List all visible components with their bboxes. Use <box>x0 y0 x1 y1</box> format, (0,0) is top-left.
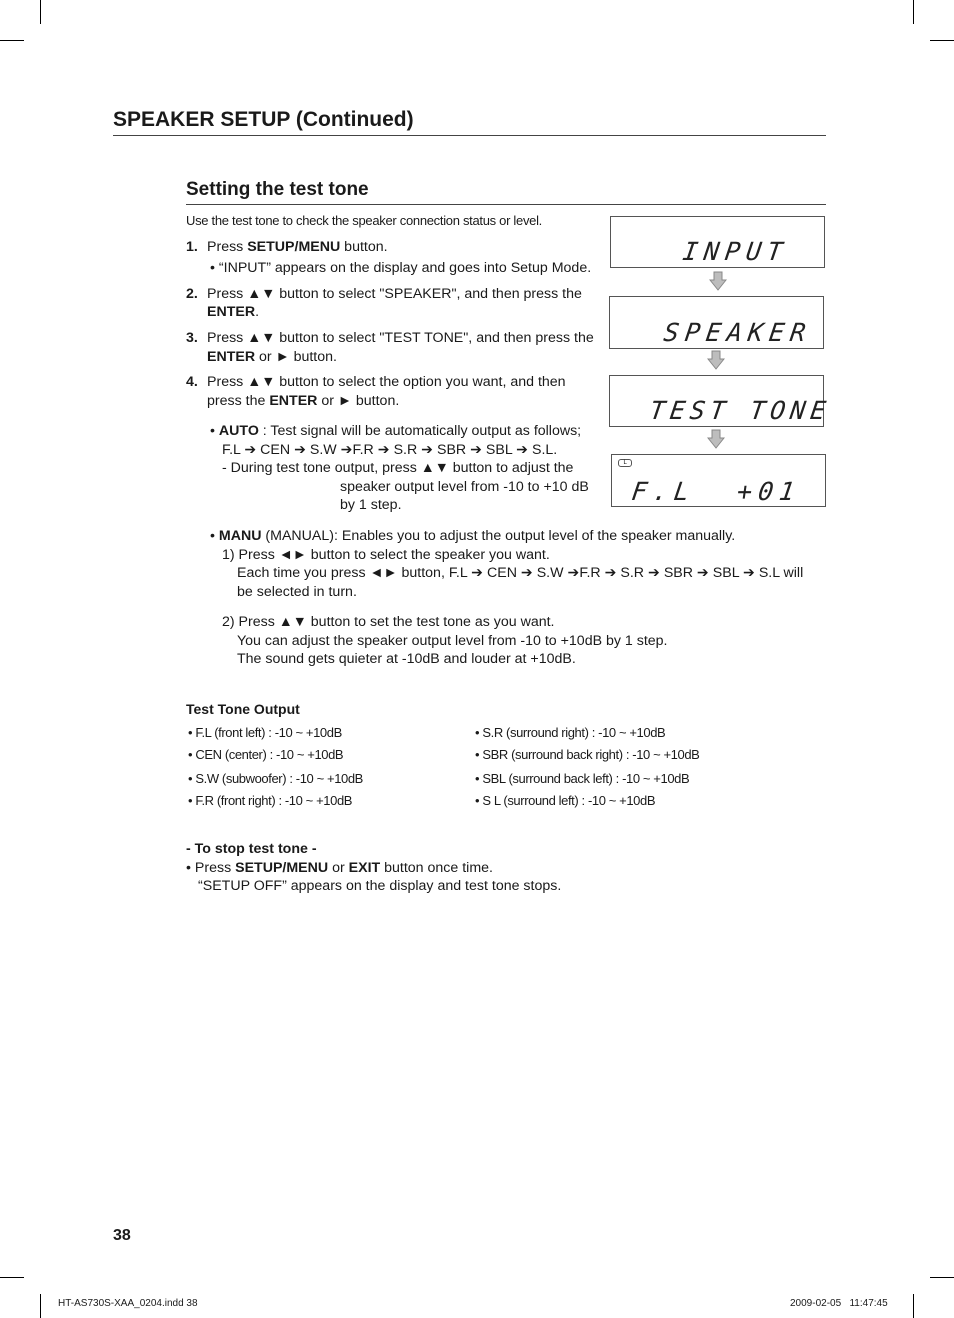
test-tone-output-title: Test Tone Output <box>186 701 300 717</box>
list-item: • F.L (front left) : -10 ~ +10dB <box>188 725 342 740</box>
down-arrow-icon <box>707 429 725 449</box>
list-item: • CEN (center) : -10 ~ +10dB <box>188 747 344 762</box>
intro-text: Use the test tone to check the speaker connection status or level. <box>186 213 542 228</box>
manu-step-1-text: be selected in turn. <box>237 584 357 600</box>
step-2-text: Press ▲▼ button to select "SPEAKER", and then press the <box>207 286 582 302</box>
crop-mark <box>913 0 914 24</box>
auto-note: - During test tone output, press ▲▼ button to adjust the <box>222 460 574 476</box>
list-item: • SBR (surround back right) : -10 ~ +10dB <box>475 747 700 762</box>
lcd-text: F.L +01 <box>629 477 803 506</box>
manu-step-2-text: The sound gets quieter at -10dB and louder at +10dB. <box>237 651 576 667</box>
section-divider <box>186 204 826 205</box>
page-number: 38 <box>113 1227 131 1244</box>
manu-step-1: 1) Press ◄► button to select the speaker you want. <box>222 547 550 563</box>
crop-mark <box>930 1277 954 1278</box>
step-1-bullet: • “INPUT” appears on the display and goes into Setup Mode. <box>210 260 592 276</box>
step-number: 4. <box>186 374 198 390</box>
crop-mark <box>0 40 24 41</box>
lcd-display-level <box>611 454 826 507</box>
step-3-text-cont: ENTER or ► button. <box>207 349 337 365</box>
stop-title: - To stop test tone - <box>186 841 317 857</box>
step-2-text-cont: ENTER. <box>207 304 260 320</box>
page-title: SPEAKER SETUP (Continued) <box>113 108 414 131</box>
lcd-text: INPUT <box>680 237 791 266</box>
list-item: • S L (surround left) : -10 ~ +10dB <box>475 793 656 808</box>
lcd-display-input <box>610 216 825 268</box>
step-4-text-cont: press the ENTER or ► button. <box>207 393 400 409</box>
crop-mark <box>40 0 41 24</box>
lcd-display-speaker <box>609 296 824 349</box>
crop-mark <box>40 1294 41 1318</box>
auto-description: • AUTO : Test signal will be automatically output as follows; <box>210 423 582 439</box>
lcd-text: TEST TONE <box>647 396 833 425</box>
step-number: 1. <box>186 239 198 255</box>
auto-sequence: F.L ➔ CEN ➔ S.W ➔F.R ➔ S.R ➔ SBR ➔ SBL ➔ S.L. <box>222 442 558 458</box>
crop-mark <box>913 1294 914 1318</box>
title-divider <box>113 135 826 136</box>
auto-note-cont: by 1 step. <box>340 497 402 513</box>
step-3-text: Press ▲▼ button to select "TEST TONE", and then press the <box>207 330 594 346</box>
down-arrow-icon <box>707 350 725 370</box>
step-number: 2. <box>186 286 198 302</box>
manu-step-2-text: You can adjust the speaker output level from -10 to +10dB by 1 step. <box>237 633 668 649</box>
speaker-indicator-icon: L <box>618 459 632 467</box>
crop-mark <box>930 40 954 41</box>
crop-mark <box>0 1277 24 1278</box>
step-1-text: Press SETUP/MENU button. <box>207 239 388 255</box>
list-item: • F.R (front right) : -10 ~ +10dB <box>188 793 353 808</box>
list-item: • S.R (surround right) : -10 ~ +10dB <box>475 725 666 740</box>
manu-step-2: 2) Press ▲▼ button to set the test tone as you want. <box>222 614 555 630</box>
section-title: Setting the test tone <box>186 179 369 200</box>
down-arrow-icon <box>709 271 727 291</box>
manu-step-1-text: Each time you press ◄► button, F.L ➔ CEN ➔ S.W ➔F.R ➔ S.R ➔ SBR ➔ SBL ➔ S.L will <box>237 565 804 581</box>
stop-instruction: • Press SETUP/MENU or EXIT button once time. <box>186 860 493 876</box>
footer-file: HT-AS730S-XAA_0204.indd 38 <box>58 1298 198 1309</box>
step-number: 3. <box>186 330 198 346</box>
lcd-text: SPEAKER <box>661 318 814 347</box>
list-item: • SBL (surround back left) : -10 ~ +10dB <box>475 771 690 786</box>
step-4-text: Press ▲▼ button to select the option you want, and then <box>207 374 566 390</box>
manu-description: • MANU (MANUAL): Enables you to adjust the output level of the speaker manually. <box>210 528 736 544</box>
lcd-display-test-tone <box>609 375 833 427</box>
auto-note-cont: speaker output level from -10 to +10 dB <box>340 479 589 495</box>
footer-timestamp: 2009-02-05 11:47:45 <box>790 1298 888 1309</box>
list-item: • S.W (subwoofer) : -10 ~ +10dB <box>188 771 363 786</box>
stop-note: “SETUP OFF” appears on the display and test tone stops. <box>198 878 562 894</box>
